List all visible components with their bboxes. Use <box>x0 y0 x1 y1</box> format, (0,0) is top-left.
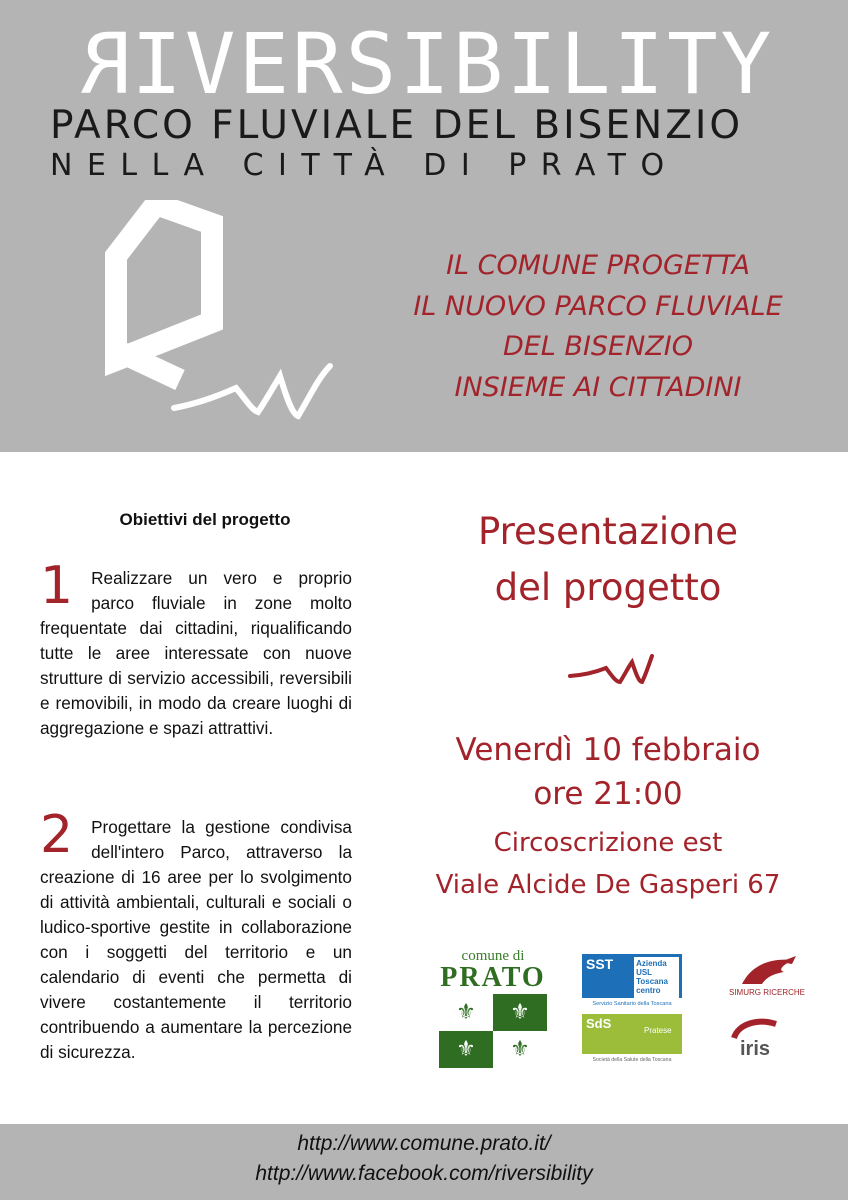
fleur-de-lis-icon: ⚜ <box>456 1037 476 1062</box>
prato-shield-icon <box>439 994 547 1068</box>
presentation-line: del progetto <box>494 566 722 609</box>
presentation-heading <box>408 504 808 616</box>
objective-item <box>40 805 352 1065</box>
simurg-logo <box>722 954 812 1000</box>
event-date: Venerdì 10 febbraio <box>455 732 761 768</box>
prato-big-text: PRATO <box>440 962 546 993</box>
simurg-bird-icon <box>722 954 812 988</box>
objective-text: Realizzare un vero e proprio parco fluviale in zone molto frequentate dai cittadini, riqualificando tutte le aree interessate con nuove strutture di servizio accessibili, reversibili e removibili, in modo da creare luoghi di aggregazione e spazi attrattivi. <box>40 568 352 738</box>
event-time: ore 21:00 <box>533 776 683 812</box>
tagline-line: IL COMUNE PROGETTA <box>446 250 750 281</box>
event-address: Viale Alcide De Gasperi 67 <box>435 870 781 900</box>
iris-arc-icon <box>728 1016 788 1040</box>
riversibility-logo-icon <box>86 200 346 440</box>
sst-name: SST <box>586 956 614 972</box>
header-band <box>0 0 848 452</box>
subtitle-city: NELLA CITTÀ DI PRATO <box>50 148 679 183</box>
objective-number: 2 <box>40 805 74 865</box>
iris-text: iris <box>740 1038 771 1060</box>
event-venue: Circoscrizione est <box>493 828 723 858</box>
sst-right-line: Toscana <box>636 977 668 986</box>
sst-footer: Servizio Sanitario della Toscana <box>582 998 682 1010</box>
objectives-title: Obiettivi del progetto <box>119 510 291 529</box>
tagline-line: INSIEME AI CITTADINI <box>454 371 742 403</box>
fleur-de-lis-icon: ⚜ <box>439 994 493 1031</box>
sst-right-line: USL <box>636 968 653 977</box>
comune-prato-logo <box>434 948 552 1070</box>
sst-logo <box>582 954 682 1010</box>
tagline-line: DEL BISENZIO <box>502 331 694 362</box>
sst-right-line: centro <box>636 986 661 995</box>
main-title <box>48 15 804 113</box>
event-datetime <box>400 728 816 816</box>
sds-name: SdS <box>586 1016 612 1031</box>
objective-item <box>40 556 352 741</box>
sst-right-line: Azienda <box>636 959 667 968</box>
footer-band <box>0 1124 848 1200</box>
comune-url-link[interactable]: http://www.comune.prato.it/ <box>297 1132 551 1155</box>
tagline-line: IL NUOVO PARCO FLUVIALE <box>413 290 783 322</box>
subtitle-park: PARCO FLUVIALE DEL BISENZIO <box>50 103 744 148</box>
fleur-de-lis-icon: ⚜ <box>510 1000 530 1025</box>
fleur-de-lis-icon: ⚜ <box>493 1031 547 1068</box>
sds-logo <box>582 1014 682 1066</box>
sds-pratese: Pratese <box>644 1026 672 1035</box>
sst-azienda <box>634 957 679 998</box>
title-reversed-letter: R <box>77 15 132 113</box>
title-rest: IVERSIBILITY <box>131 15 775 113</box>
presentation-line: Presentazione <box>477 510 739 553</box>
objective-number: 1 <box>40 556 74 616</box>
sds-footer: Società della Salute della Toscana <box>582 1054 682 1066</box>
prato-small-text: comune di <box>461 948 525 964</box>
event-place <box>400 822 816 906</box>
simurg-text: SIMURG RICERCHE <box>728 988 805 997</box>
iris-logo <box>728 1016 788 1066</box>
squiggle-icon <box>568 648 654 688</box>
tagline <box>380 246 816 408</box>
objective-text: Progettare la gestione condivisa dell'intero Parco, attraverso la creazione di 16 aree per lo svolgimento di attività ambientali, culturali e sociali o ludico-sportive gestite in collaborazione con i soggetti del territorio e un calendario di eventi che permetta di vivere costantemente il territorio contribuendo a aumentare la percezione di sicurezza. <box>40 817 352 1062</box>
facebook-url-link[interactable]: http://www.facebook.com/riversibility <box>255 1162 593 1185</box>
